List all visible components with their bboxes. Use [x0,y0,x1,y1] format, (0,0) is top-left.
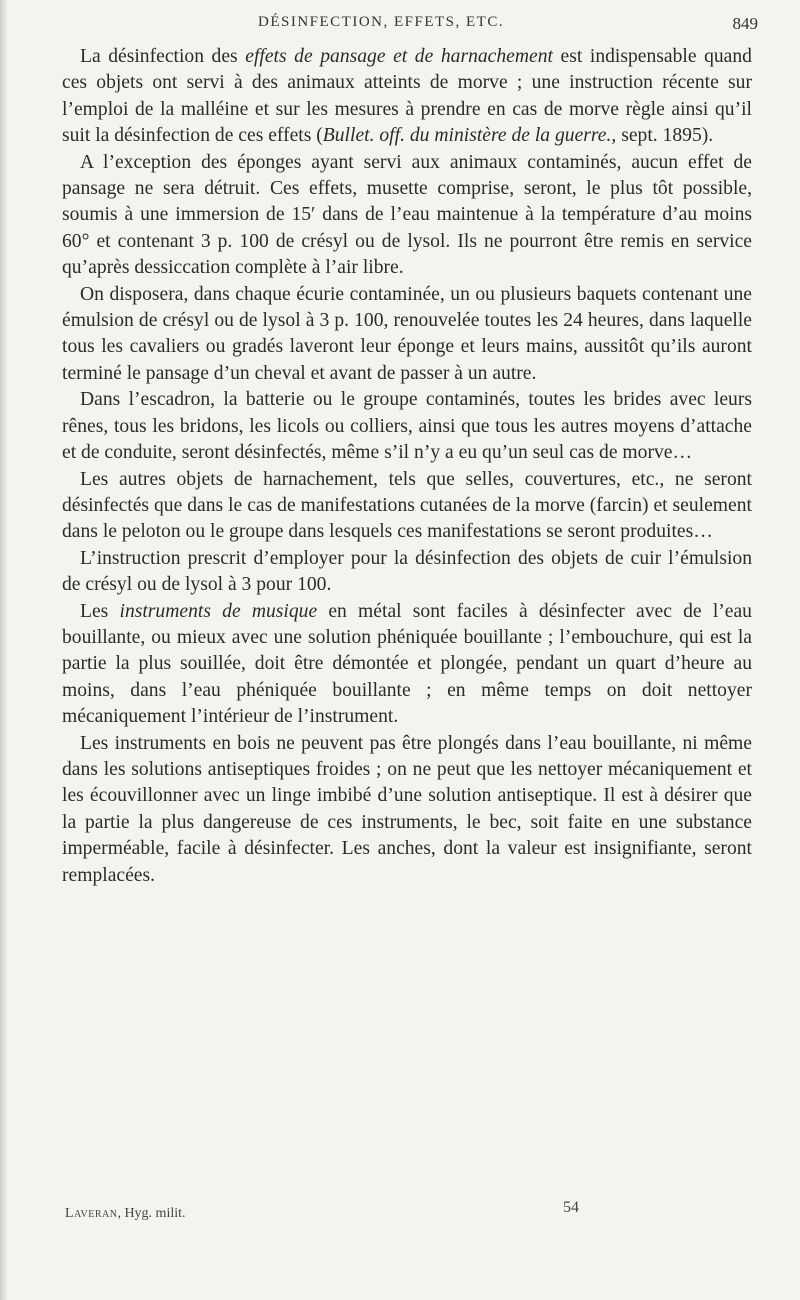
paragraph [62,467,752,546]
text-segment: , sept. 1895). [611,125,714,147]
footer-signature-mark: 54 [563,1199,579,1216]
footer-book-title: Hyg. milit. [124,1206,186,1221]
text-segment: Les instruments en bois ne peuvent pas être plongés dans l’eau bouillante, ni même dans les solutions antiseptiques froides ; on ne peut que les nettoyer mécaniquement et les écouvillonner avec un linge imbibé d’une solution antiseptique. Il est à désirer que la partie la plus dangereuse de ces instruments, le bec, soit faite en une substance imperméable, facile à désinfecter. Les anches, dont la valeur est insignifiante, seront remplacées. [62,732,752,886]
italic-text-segment: instruments de musique [119,600,318,622]
text-segment: A l’exception des éponges ayant servi aux animaux contaminés, aucun effet de pansage ne sera détruit. Ces effets, musette comprise, seront, le plus tôt possible, soumis à une immersion de 15′ dans de l’eau maintenue à la température d’au moins 60° et contenant 3 p. 100 de crésyl ou de lysol. Ils ne pourront être remis en service qu’après dessiccation complète à l’air libre. [62,151,752,279]
footer-separator: , [117,1206,125,1221]
paragraph [62,731,752,889]
page-number: 849 [732,14,758,33]
text-segment: est indispensable quand ces objets ont servi à des animaux atteints de morve ; une instruction récente sur l’emploi de la malléine et sur les mesures à prendre en cas de morve règle ainsi qu’il suit la désinfection de ces effets ( [62,46,752,147]
paragraph [62,599,752,731]
paragraph [62,546,752,599]
text-segment: La désinfection des [80,46,246,67]
paragraph [62,150,752,282]
text-segment: Les autres objets de harnachement, tels que selles, couvertures, etc., ne seront désinfectés que dans le cas de manifestations cutanées de la morve (farcin) et seulement dans le peloton ou le groupe dans lesquels ces manifestations se seront produites… [62,468,752,543]
text-segment: On disposera, dans chaque écurie contaminée, un ou plusieurs baquets contenant une émulsion de crésyl ou de lysol à 3 p. 100, renouvelée toutes les 24 heures, dans laquelle tous les cavaliers ou gradés laveront leur éponge et leurs mains, aussitôt qu’ils auront terminé le pansage d’un cheval et avant de passer à un autre. [62,283,752,384]
italic-text-segment: effets de pansage et de harnachement [245,46,553,67]
text-segment: L’instruction prescrit d’employer pour la désinfection des objets de cuir l’émulsion de crésyl ou de lysol à 3 pour 100. [62,547,752,596]
paragraph [62,44,752,150]
running-title: DÉSINFECTION, EFFETS, ETC. [258,14,505,30]
paragraph [62,282,752,388]
footer-author: Laveran [65,1206,118,1221]
body-text [62,44,752,889]
text-segment: en métal sont faciles à désinfecter avec de l’eau bouillante, ou mieux avec une solution phéniquée bouillante ; l’embouchure, qui est la partie la plus souillée, doit être démontée et plongée, pendant un quart d’heure au moins, dans l’eau phéniquée bouillante ; en même temps on doit nettoyer mécaniquement l’intérieur de l’instrument. [62,600,752,728]
italic-text-segment: Bullet. off. du ministère de la guerre. [322,125,612,147]
paragraph [62,387,752,466]
text-segment: Les [80,600,120,622]
text-segment: Dans l’escadron, la batterie ou le groupe contaminés, toutes les brides avec leurs rênes, tous les bridons, les licols ou colliers, ainsi que tous les autres moyens d’attache et de conduite, seront désinfectés, même s’il n’y a eu qu’un seul cas de morve… [62,389,752,464]
page-gutter-shadow [0,0,8,1300]
footer-author-title [65,1206,186,1222]
